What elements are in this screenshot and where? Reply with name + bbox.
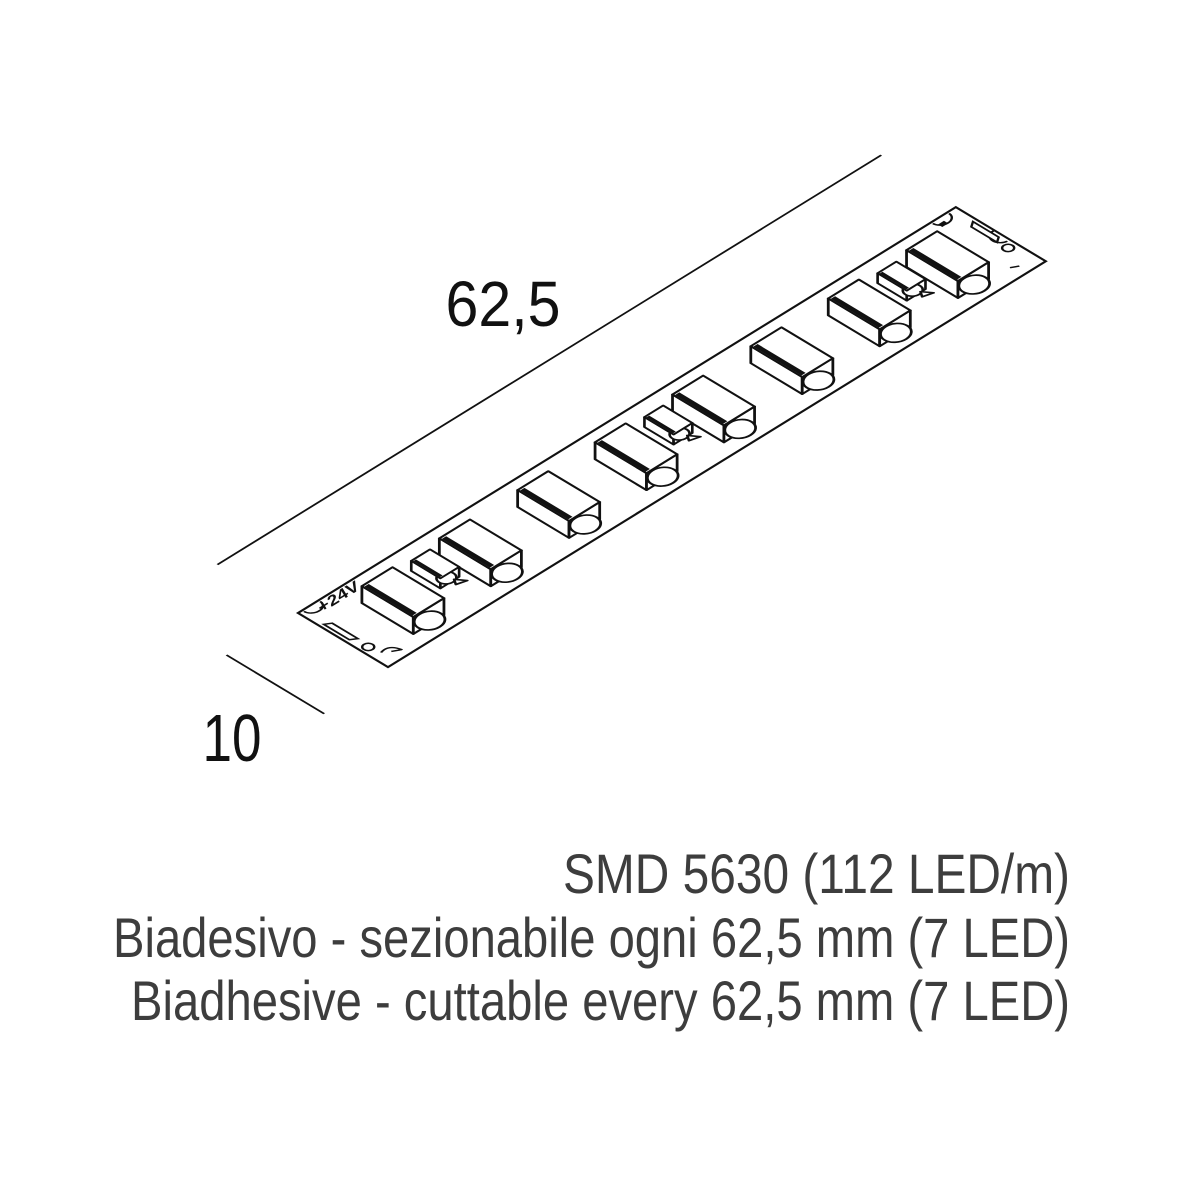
caption-italian: Biadesivo - sezionabile ogni 62,5 mm (7 LED)	[113, 906, 1070, 969]
voltage-marking: +24V	[314, 583, 354, 617]
caption-model: SMD 5630 (112 LED/m)	[563, 842, 1070, 905]
caption-english: Biadhesive - cuttable every 62,5 mm (7 LED)	[131, 969, 1070, 1032]
dimension-length-label: 62,5	[445, 268, 561, 340]
led-strip	[148, 155, 1058, 714]
dimension-width-label: 10	[202, 701, 262, 776]
